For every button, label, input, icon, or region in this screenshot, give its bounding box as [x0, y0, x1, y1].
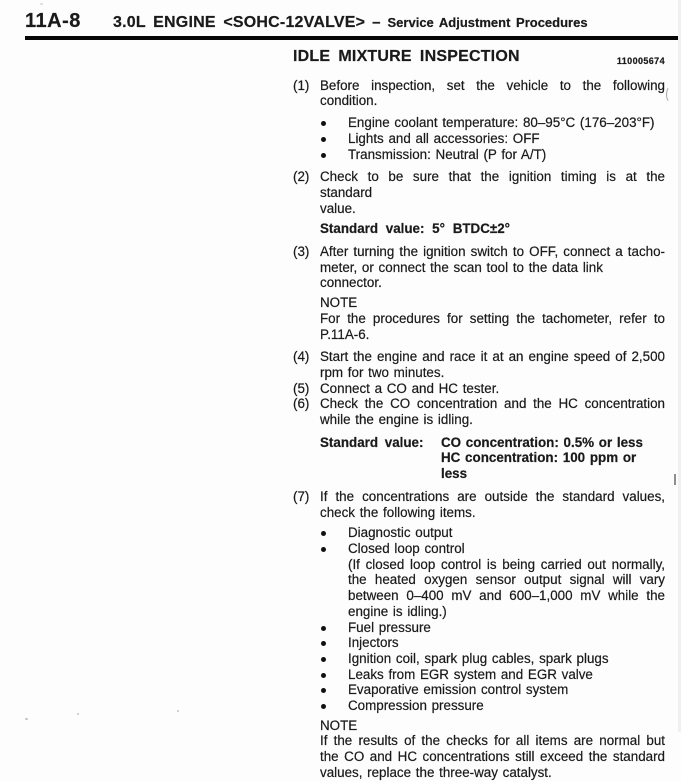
step-body [320, 78, 665, 163]
note [320, 295, 665, 342]
step-text-line: check the following items. [320, 504, 476, 520]
step-body [320, 244, 665, 342]
note-label: NOTE [320, 295, 358, 311]
step-text-line: Start the engine and race it at an engine speed of 2,500 [320, 349, 665, 365]
bullet-icon [321, 137, 326, 142]
step-text-line: If the concentrations are outside the standard values, [320, 488, 665, 504]
scan-speck [77, 713, 79, 715]
note-text-line: If the results of the checks for all items are normal but [320, 733, 665, 749]
header-subtitle: Service Adjustment Procedures [387, 15, 588, 30]
header-rule [25, 36, 678, 40]
list-item-text: Ignition coil, spark plug cables, spark plugs [348, 650, 609, 666]
step-text-line: After turning the ignition switch to OFF, connect a tacho- [320, 244, 665, 260]
step-text-line: condition. [320, 93, 378, 109]
list-item-text: Leaks from EGR system and EGR valve [348, 666, 593, 682]
list-item [320, 115, 665, 131]
bullet-icon [321, 641, 326, 646]
list-item [320, 667, 665, 683]
scan-speck [25, 718, 28, 720]
step-text-line: while the engine is idling. [320, 412, 473, 428]
bullet-icon [321, 688, 326, 693]
scan-artifact-mark [674, 474, 676, 485]
list-item-detail-line: (If closed loop control is being carried out normally, [348, 556, 665, 572]
list-item-detail-line: engine is idling.) [348, 603, 447, 619]
list-item-text: Engine coolant temperature: 80–95°C (176–203°F) [348, 115, 655, 131]
standard-value-label: Standard value: [320, 434, 424, 450]
standard-value-list [441, 435, 665, 482]
bullet-icon [321, 531, 326, 536]
standard-value-line: HC concentration: 100 ppm or less [441, 450, 637, 482]
list-item [320, 698, 665, 714]
note-text-line: values, replace the three-way catalyst. [320, 764, 552, 780]
bullet-icon [321, 673, 326, 678]
doc-code: 110005674 [616, 56, 665, 66]
bullet-icon [321, 547, 326, 552]
list-item [320, 635, 665, 651]
list-item-text: Lights and all accessories: OFF [348, 130, 540, 146]
step-body [320, 381, 665, 397]
list-item-title: Closed loop control [348, 540, 465, 556]
list-item-text: Diagnostic output [348, 525, 453, 541]
note [320, 718, 665, 781]
list-item-text: Fuel pressure [348, 619, 431, 635]
bullet-icon [321, 704, 326, 709]
list-item [320, 620, 665, 636]
step-number: (1) [293, 77, 310, 93]
list-item [320, 525, 665, 541]
step-text-line: Check the CO concentration and the HC concentration [320, 396, 665, 412]
list-item-detail-line: the heated oxygen sensor output signal will vary [348, 572, 665, 588]
section-heading [293, 48, 665, 70]
step-number: (3) [293, 244, 310, 260]
step-text-line: Check to be sure that the ignition timing is at the standard [320, 169, 665, 200]
step-body [320, 169, 665, 237]
page-number: 11A-8 [25, 10, 81, 32]
step-body [320, 349, 665, 380]
list-item [320, 131, 665, 147]
header-dash: – [372, 14, 381, 31]
scan-speck [177, 710, 179, 712]
bullet-icon [321, 626, 326, 631]
step-number: (5) [293, 380, 310, 396]
list-item-detail-line: between 0–400 mV and 600–1,000 mV while the [348, 588, 665, 604]
header-title: 3.0L ENGINE <SOHC-12VALVE> [113, 14, 366, 31]
list-item-text [348, 541, 665, 620]
step-text-line: value. [320, 200, 356, 216]
step-text-line: Before inspection, set the vehicle to the following [320, 77, 665, 93]
list-item-text: Injectors [348, 635, 399, 651]
list-item [320, 651, 665, 667]
step-4 [293, 349, 665, 380]
check-item-list [320, 525, 665, 713]
scan-speck [40, 3, 43, 5]
list-item [320, 682, 665, 698]
note-text-line: the CO and HC concentrations still exceed the standard [320, 749, 665, 765]
step-1 [293, 78, 665, 163]
step-6 [293, 396, 665, 489]
step-7 [293, 489, 665, 781]
standard-value [320, 435, 665, 482]
step-body [320, 489, 665, 781]
step-number: (7) [293, 488, 310, 504]
step-text-line: rpm for two minutes. [320, 364, 445, 380]
bullet-icon [321, 153, 326, 158]
step-body [320, 396, 665, 489]
step-number: (2) [293, 169, 310, 185]
note-label: NOTE [320, 717, 358, 733]
page-header [25, 10, 671, 33]
list-item-text: Transmission: Neutral (P for A/T) [348, 146, 547, 162]
bullet-icon [321, 121, 326, 126]
scan-artifact-mark [666, 86, 676, 103]
note-text-line: P.11A-6. [320, 326, 370, 342]
condition-list [320, 115, 665, 162]
standard-value: Standard value: 5° BTDC±2° [320, 221, 511, 237]
bullet-icon [321, 657, 326, 662]
note-text-line: For the procedures for setting the tachometer, refer to [320, 310, 665, 326]
list-item-text: Compression pressure [348, 698, 484, 714]
list-item [320, 147, 665, 163]
step-number: (4) [293, 349, 310, 365]
standard-value-line: CO concentration: 0.5% or less [441, 434, 643, 450]
list-item [320, 541, 665, 620]
step-2 [293, 169, 665, 237]
step-number: (6) [293, 396, 310, 412]
procedure-content [293, 48, 665, 781]
step-5 [293, 381, 665, 397]
list-item-text: Evaporative emission control system [348, 682, 569, 698]
step-text-line: Connect a CO and HC tester. [320, 380, 500, 396]
section-title: IDLE MIXTURE INSPECTION [293, 48, 520, 65]
step-3 [293, 244, 665, 342]
step-text-line: meter, or connect the scan tool to the data link connector. [320, 259, 603, 291]
